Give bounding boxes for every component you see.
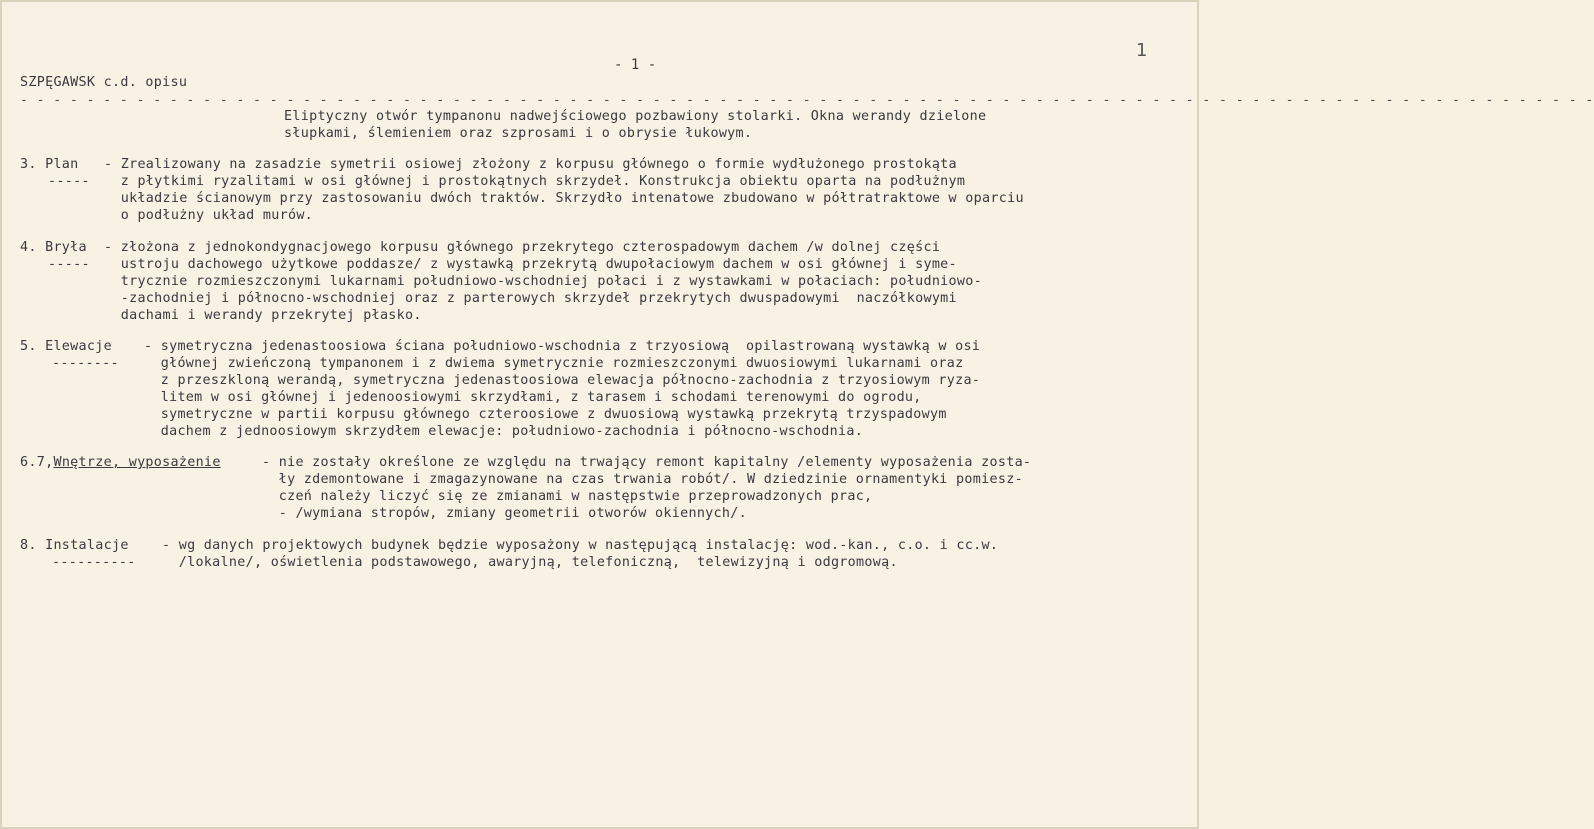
section-title: Wnętrze, wyposażenie (53, 455, 221, 470)
text-line: symetryczne w partii korpusu głównego czteroosiowe z dwuosiową wystawką przekrytą trzyspadowym (144, 407, 947, 422)
text-line: trycznie rozmieszczonymi lukarnami południowo-wschodniej połaci i z wystawkami w połaciach: południowo- (104, 274, 982, 289)
section-label: 8. Instalacje (20, 538, 129, 553)
section-number: 6.7, (20, 455, 54, 470)
header-rule: - - - - - - - - - - - - - - - - - - - - - - - - - - - - - - - - - - - - - - - - - - - - - - - - - - - - - - - - - - - - - - - - - - - - - - - - - - - - - - - - - - - - - - - - - - - - - - - (20, 93, 1594, 108)
section-underline: -------- (52, 356, 119, 371)
section-label (20, 454, 221, 471)
document-title: SZPĘGAWSK c.d. opisu (20, 75, 188, 90)
text-line: głównej zwieńczoną tympanonem i z dwiema symetrycznie rozmieszczonymi dwuosiowymi lukarnami oraz (144, 356, 964, 371)
text-line: - wg danych projektowych budynek będzie wyposażony w następującą instalację: wod.-kan., c.o. i cc.w. (162, 538, 999, 553)
corner-page-number: 1 (1136, 40, 1148, 61)
text-line: z płytkimi ryzalitami w osi głównej i prostokątnych skrzydeł. Konstrukcja obiektu oparta na podłużnym (104, 174, 966, 189)
text-line: ły zdemontowane i zmagazynowane na czas trwania robót/. W dziedzinie ornamentyki pomiesz- (262, 472, 1023, 487)
text-line: dachami i werandy przekrytej płasko. (104, 308, 422, 323)
text-line: ustroju dachowego użytkowe poddasze/ z wystawką przekrytą dwupołaciowym dachem w osi głównej i syme- (104, 257, 957, 272)
text-line: Eliptyczny otwór tympanonu nadwejściowego pozbawiony stolarki. Okna werandy dzielone (284, 109, 987, 124)
section-label: 4. Bryła (20, 240, 87, 255)
text-line: - symetryczna jedenastoosiowa ściana południowo-wschodnia z trzyosiową opilastrowaną wystawką w osi (144, 339, 981, 354)
text-line: czeń należy liczyć się ze zmianami w następstwie przeprowadzonych prac, (262, 489, 873, 504)
text-line: litem w osi głównej i jedenoosiowymi skrzydłami, z tarasem i schodami terenowymi do ogrodu, (144, 390, 922, 405)
text-line: - Zrealizowany na zasadzie symetrii osiowej złożony z korpusu głównego o formie wydłużonego prostokąta (104, 157, 957, 172)
section-underline: ----- (48, 257, 90, 272)
section-label: 5. Elewacje (20, 339, 112, 354)
text-line: - złożona z jednokondygnacjowego korpusu głównego przekrytego czterospadowym dachem /w dolnej części (104, 240, 941, 255)
section-label: 3. Plan (20, 157, 79, 172)
text-line: z przeszkloną werandą, symetryczna jedenastoosiowa elewacja północno-zachodnia z trzyosiowym ryza- (144, 373, 981, 388)
text-line: dachem z jednoosiowym skrzydłem elewacje: południowo-zachodnia i północno-wschodnia. (144, 424, 864, 439)
section-underline: ---------- (52, 555, 136, 570)
text-line: -zachodniej i północno-wschodniej oraz z parterowych skrzydeł przekrytych dwuspadowymi naczółkowymi (104, 291, 957, 306)
text-line: o podłużny układ murów. (104, 208, 314, 223)
text-line: - nie zostały określone ze względu na trwający remont kapitalny /elementy wyposażenia zosta- (262, 455, 1032, 470)
page-number: - 1 - (614, 57, 657, 73)
text-line: układzie ścianowym przy zastosowaniu dwóch traktów. Skrzydło intenatowe zbudowano w półtratraktowe w oparciu (104, 191, 1024, 206)
section-underline: ----- (48, 174, 90, 189)
text-line: - /wymiana stropów, zmiany geometrii otworów okiennych/. (262, 506, 747, 521)
text-line: /lokalne/, oświetlenia podstawowego, awaryjną, telefoniczną, telewizyjną i odgromową. (162, 555, 898, 570)
text-line: słupkami, ślemieniem oraz szprosami i o obrysie łukowym. (284, 126, 753, 141)
